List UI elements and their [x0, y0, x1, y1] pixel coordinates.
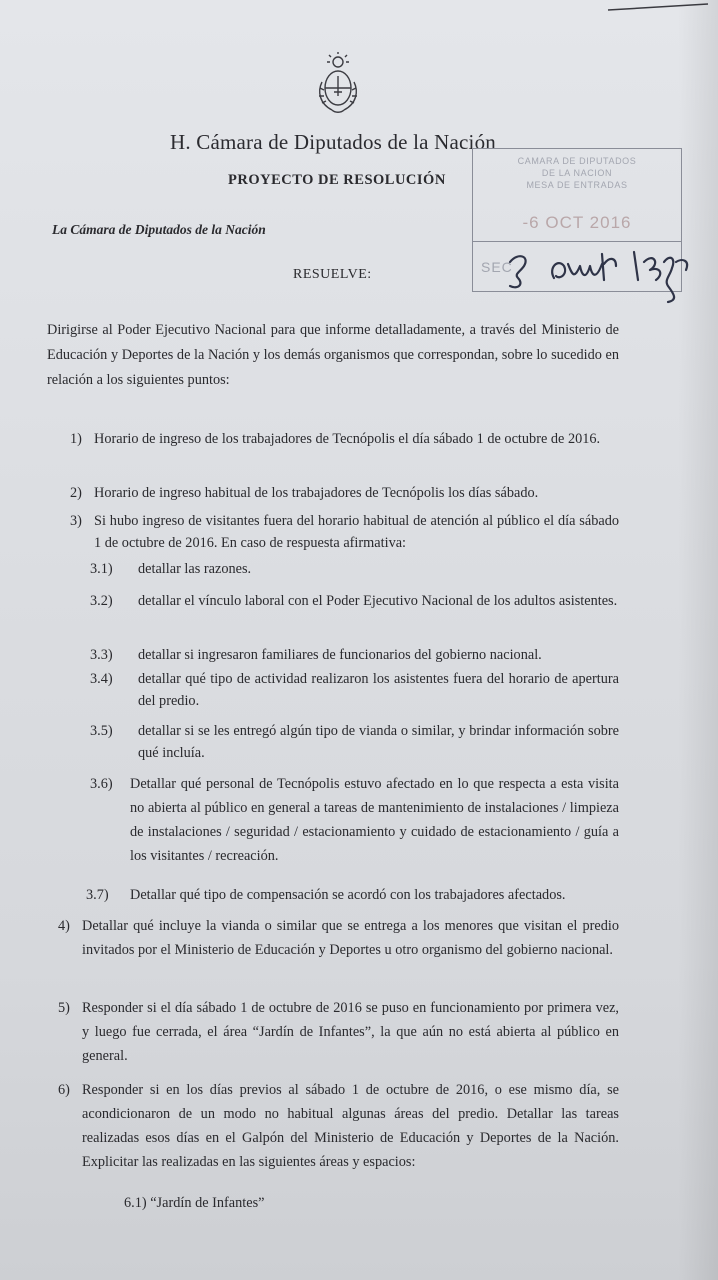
item-number: 3.1) — [90, 561, 113, 577]
list-item — [58, 996, 619, 1068]
list-item — [58, 914, 619, 962]
item-number: 5) — [58, 1000, 70, 1016]
list-item — [86, 884, 619, 906]
stamp-date: -6 OCT 2016 — [522, 213, 632, 232]
list-item — [90, 644, 619, 666]
page-shadow — [678, 0, 718, 1280]
item-number: 3.5) — [90, 723, 113, 739]
item-text: Si hubo ingreso de visitantes fuera del horario habitual de atención al público el día sábado 1 de octubre de 2016. En caso de respuesta afirmativa: — [94, 513, 619, 551]
stamp-header — [473, 155, 681, 191]
item-number: 6) — [58, 1082, 70, 1098]
item-text: Detallar qué personal de Tecnópolis estuvo afectado en lo que respecta a esta visita no abierta al público en general a tareas de mantenimiento de instalaciones / limpieza de instalaciones / seguridad / estacionamiento y cuidado de estacionamiento / guía a los visitantes / recreación. — [130, 776, 619, 864]
item-text: Responder si en los días previos al sábado 1 de octubre de 2016, o ese mismo día, se acondicionaron de un modo no habitual algunas áreas del predio. Detallar las tareas realizadas esos días en el Galpón del Ministerio de Educación y Deportes de la Nación. Explicitar las realizadas en las siguientes áreas y espacios: — [82, 1082, 619, 1170]
item-text: detallar las razones. — [138, 561, 252, 577]
stamp-line-2: DE LA NACION — [541, 168, 613, 178]
item-number: 3.3) — [90, 647, 113, 663]
resuelve-heading: RESUELVE: — [293, 267, 372, 282]
item-text: Detallar qué tipo de compensación se acordó con los trabajadores afectados. — [130, 887, 566, 903]
item-number: 1) — [70, 431, 82, 447]
item-text: detallar qué tipo de actividad realizaron los asistentes fuera del horario de apertura del predio. — [138, 671, 619, 709]
item-text: detallar si ingresaron familiares de funcionarios del gobierno nacional. — [138, 647, 542, 663]
top-edge-mark — [598, 0, 718, 20]
list-item — [70, 510, 619, 554]
item-number: 3.7) — [86, 887, 109, 903]
item-text: detallar el vínculo laboral con el Poder Ejecutivo Nacional de los adultos asistentes. — [138, 593, 618, 609]
issuing-body-line: La Cámara de Diputados de la Nación — [52, 222, 266, 237]
list-item — [90, 590, 619, 612]
list-item — [90, 668, 619, 712]
item-number: 3) — [70, 513, 82, 529]
item-number: 3.6) — [90, 776, 113, 792]
document-type-heading: PROYECTO DE RESOLUCIÓN — [228, 172, 446, 188]
list-item — [58, 1078, 619, 1174]
stamp-sec-label: SEC — [481, 259, 513, 275]
item-number: 3.2) — [90, 593, 113, 609]
item-text: Detallar qué incluye la vianda o similar que se entrega a los menores que visitan el predio invitados por el Ministerio de Educación y Deportes u otro organismo del gobierno nacional. — [82, 918, 619, 958]
stamp-line-1: CAMARA DE DIPUTADOS — [517, 156, 637, 166]
item-text: Horario de ingreso habitual de los trabajadores de Tecnópolis los días sábado. — [94, 485, 539, 501]
item-number: 2) — [70, 485, 82, 501]
list-item — [124, 1192, 424, 1214]
intro-paragraph: Dirigirse al Poder Ejecutivo Nacional para que informe detalladamente, a través del Ministerio de Educación y Deportes de la Nación y los demás organismos que correspondan, sobre lo sucedido en relación a los siguientes puntos: — [47, 322, 619, 388]
list-item — [90, 558, 619, 580]
item-text: 6.1) “Jardín de Infantes” — [124, 1195, 265, 1211]
item-text: Responder si el día sábado 1 de octubre de 2016 se puso en funcionamiento por primera vez, y luego fue cerrada, el área “Jardín de Infantes”, la que aún no está abierta al público en general. — [82, 1000, 619, 1064]
item-text: detallar si se les entregó algún tipo de vianda o similar, y brindar información sobre qué incluía. — [138, 723, 619, 761]
item-number: 4) — [58, 918, 70, 934]
list-item — [90, 772, 619, 868]
list-item — [70, 482, 619, 504]
handwritten-annotation — [468, 240, 698, 310]
stamp-line-3: MESA DE ENTRADAS — [526, 180, 628, 190]
chamber-title: H. Cámara de Diputados de la Nación — [170, 130, 496, 154]
list-item — [90, 720, 619, 764]
coat-of-arms-icon — [314, 52, 362, 114]
item-number: 3.4) — [90, 671, 113, 687]
list-item — [70, 428, 619, 450]
item-text: Horario de ingreso de los trabajadores de Tecnópolis el día sábado 1 de octubre de 2016. — [94, 431, 601, 447]
